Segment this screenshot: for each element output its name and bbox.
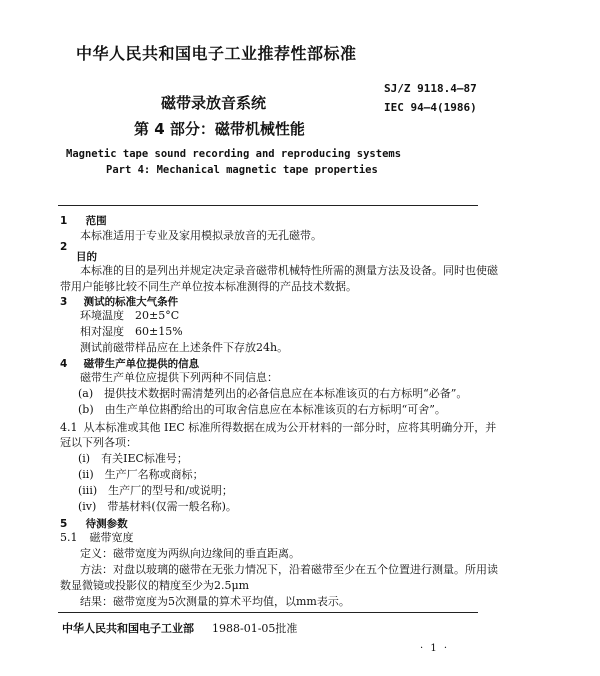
section-5-1-heading	[60, 531, 134, 545]
section-2-title: 目的	[76, 251, 97, 263]
section-number: 3	[60, 296, 68, 308]
section-4-heading	[60, 356, 199, 371]
title-chinese-line2: 第 4 部分：磁带机械性能	[134, 120, 305, 138]
title-english-line2: Part 4: Mechanical magnetic tape properties	[106, 164, 378, 176]
section-4-item-a: (a) 提供技术数据时需清楚列出的必备信息应在本标准该页的右方标明“必备”。	[78, 387, 468, 400]
section-title: 测试的标准大气条件	[83, 296, 179, 308]
footer-divider	[58, 612, 478, 613]
section-5-1-result: 结果：磁带宽度为5次测量的算术平均值，以mm表示。	[80, 595, 350, 608]
section-5-heading	[60, 516, 128, 531]
section-5-1-method-line2: 数显微镜或投影仪的精度至少为2.5μm	[60, 579, 250, 592]
section-4-1-line1	[60, 421, 496, 435]
section-title: 磁带生产单位提供的信息	[83, 358, 200, 370]
section-1-text: 本标准适用于专业及家用模拟录放音的无孔磁带。	[80, 229, 322, 242]
header-divider	[58, 205, 478, 206]
section-2-text-line2: 带用户能够比较不同生产单位按本标准测得的产品技术数据。	[60, 280, 357, 293]
section-5-1-method-line1: 方法：对盘以玻璃的磁带在无张力情况下，沿着磁带至少在五个位置进行测量。所用读	[80, 563, 498, 576]
iec-number: IEC 94—4(1986)	[384, 101, 477, 114]
section-1-heading	[60, 213, 107, 228]
issuing-authority: 中华人民共和国电子工业推荐性部标准	[76, 44, 357, 63]
section-number: 4.1	[60, 421, 78, 434]
section-2-text-line1: 本标准的目的是列出并规定决定录音磁带机械特性所需的测量方法及设备。同时也使磁	[80, 264, 498, 277]
section-3-heading	[60, 294, 178, 309]
section-title: 范围	[85, 215, 107, 227]
section-number: 5.1	[60, 531, 78, 544]
section-title: 待测参数	[85, 518, 128, 530]
standard-number: SJ/Z 9118.4—87	[384, 82, 477, 95]
section-2-number: 2	[60, 241, 68, 253]
footer-authority: 中华人民共和国电子工业部	[62, 622, 194, 635]
section-number: 1	[60, 215, 68, 227]
list-item: (iv) 带基材料(仅需一般名称)。	[78, 500, 237, 513]
section-3-humidity: 相对湿度 60±15%	[80, 325, 183, 338]
section-number: 4	[60, 358, 68, 370]
title-chinese-line1: 磁带录放音系统	[161, 94, 267, 112]
section-3-storage: 测试前磁带样品应在上述条件下存放24h。	[80, 341, 289, 354]
section-3-temperature: 环境温度 20±5°C	[80, 309, 180, 322]
approval-date: 1988-01-05批准	[212, 622, 298, 635]
title-english-line1: Magnetic tape sound recording and reproducing systems	[66, 148, 402, 160]
section-number: 5	[60, 518, 68, 530]
section-5-1-definition: 定义：磁带宽度为两纵向边缘间的垂直距离。	[80, 547, 300, 560]
list-item: (iii) 生产厂的型号和/或说明；	[78, 484, 233, 497]
section-4-1-text: 从本标准或其他 IEC 标准所得数据在成为公开材料的一部分时，应将其明确分开，并	[83, 421, 497, 434]
section-4-item-b: (b) 由生产单位斟酌给出的可取舍信息应在本标准该页的右方标明“可舍”。	[78, 403, 446, 416]
page-number: · 1 ·	[420, 643, 450, 654]
list-item: (i) 有关IEC标准号；	[78, 452, 188, 465]
section-title: 磁带宽度	[89, 531, 134, 544]
list-item: (ii) 生产厂名称或商标；	[78, 468, 204, 481]
section-4-intro: 磁带生产单位应提供下列两种不同信息：	[80, 371, 278, 384]
section-4-1-line2: 冠以下列各项：	[60, 436, 137, 449]
